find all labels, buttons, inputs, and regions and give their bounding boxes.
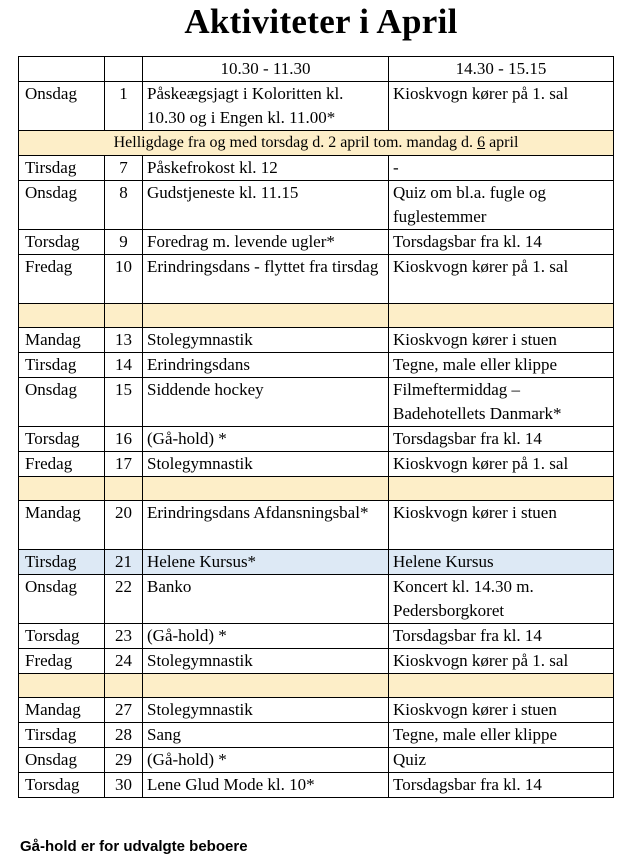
day-cell: Torsdag — [19, 773, 105, 798]
afternoon-cell: Torsdagsbar fra kl. 14 — [389, 624, 614, 649]
table-row — [19, 575, 614, 624]
table-row — [19, 181, 614, 230]
week-separator-row — [19, 477, 614, 501]
day-cell: Fredag — [19, 452, 105, 477]
table-row — [19, 501, 614, 550]
afternoon-cell: Torsdagsbar fra kl. 14 — [389, 230, 614, 255]
holiday-text-underlined: 6 — [477, 134, 486, 151]
separator-cell — [389, 477, 614, 501]
morning-cell: Påskeægsjagt i Koloritten kl. 10.30 og i Engen kl. 11.00* — [143, 82, 389, 131]
table-row — [19, 773, 614, 798]
separator-cell — [105, 674, 143, 698]
table-row — [19, 328, 614, 353]
day-cell: Mandag — [19, 698, 105, 723]
date-cell: 9 — [105, 230, 143, 255]
afternoon-cell: Kioskvogn kører på 1. sal — [389, 82, 614, 131]
afternoon-cell: Koncert kl. 14.30 m. Pedersborgkoret — [389, 575, 614, 624]
afternoon-cell: Tegne, male eller klippe — [389, 723, 614, 748]
table-row — [19, 156, 614, 181]
table-row — [19, 353, 614, 378]
date-cell: 8 — [105, 181, 143, 230]
separator-cell — [389, 304, 614, 328]
day-cell: Mandag — [19, 501, 105, 550]
day-cell: Onsdag — [19, 378, 105, 427]
day-cell: Torsdag — [19, 427, 105, 452]
afternoon-cell: Kioskvogn kører på 1. sal — [389, 255, 614, 304]
date-cell: 27 — [105, 698, 143, 723]
day-cell: Torsdag — [19, 624, 105, 649]
day-cell: Tirsdag — [19, 156, 105, 181]
afternoon-cell: Kioskvogn kører i stuen — [389, 698, 614, 723]
date-cell: 28 — [105, 723, 143, 748]
day-cell: Onsdag — [19, 748, 105, 773]
afternoon-cell: Kioskvogn kører i stuen — [389, 501, 614, 550]
day-cell: Onsdag — [19, 575, 105, 624]
date-cell: 14 — [105, 353, 143, 378]
morning-cell: Banko — [143, 575, 389, 624]
table-row — [19, 378, 614, 427]
morning-cell: Stolegymnastik — [143, 698, 389, 723]
table-row — [19, 452, 614, 477]
week-separator-row — [19, 674, 614, 698]
morning-cell: Stolegymnastik — [143, 649, 389, 674]
day-cell: Fredag — [19, 649, 105, 674]
morning-cell: Helene Kursus* — [143, 550, 389, 575]
table-row — [19, 723, 614, 748]
table-row — [19, 82, 614, 131]
date-cell: 15 — [105, 378, 143, 427]
header-num — [105, 57, 143, 82]
table-header-row — [19, 57, 614, 82]
afternoon-cell: Quiz om bl.a. fugle og fuglestemmer — [389, 181, 614, 230]
morning-cell: Påskefrokost kl. 12 — [143, 156, 389, 181]
schedule-table — [18, 56, 614, 798]
separator-cell — [19, 674, 105, 698]
day-cell: Fredag — [19, 255, 105, 304]
date-cell: 22 — [105, 575, 143, 624]
header-afternoon: 14.30 - 15.15 — [389, 57, 614, 82]
morning-cell: (Gå-hold) * — [143, 748, 389, 773]
separator-cell — [105, 304, 143, 328]
week-separator-row — [19, 304, 614, 328]
morning-cell: Sang — [143, 723, 389, 748]
afternoon-cell: Helene Kursus — [389, 550, 614, 575]
holiday-banner-row — [19, 131, 614, 156]
morning-cell: Stolegymnastik — [143, 328, 389, 353]
afternoon-cell: Torsdagsbar fra kl. 14 — [389, 773, 614, 798]
morning-cell: Erindringsdans Afdansningsbal* — [143, 501, 389, 550]
separator-cell — [389, 674, 614, 698]
holiday-text-after: april — [485, 134, 519, 151]
separator-cell — [143, 674, 389, 698]
page-title: Aktiviteter i April — [184, 2, 458, 41]
holiday-banner — [19, 131, 614, 156]
morning-cell: (Gå-hold) * — [143, 624, 389, 649]
day-cell: Onsdag — [19, 181, 105, 230]
day-cell: Tirsdag — [19, 723, 105, 748]
afternoon-cell: Kioskvogn kører i stuen — [389, 328, 614, 353]
afternoon-cell: Tegne, male eller klippe — [389, 353, 614, 378]
table-row — [19, 649, 614, 674]
table-row — [19, 427, 614, 452]
date-cell: 23 — [105, 624, 143, 649]
afternoon-cell: Kioskvogn kører på 1. sal — [389, 452, 614, 477]
table-row — [19, 624, 614, 649]
separator-cell — [143, 304, 389, 328]
morning-cell: Stolegymnastik — [143, 452, 389, 477]
date-cell: 24 — [105, 649, 143, 674]
date-cell: 17 — [105, 452, 143, 477]
day-cell: Mandag — [19, 328, 105, 353]
date-cell: 7 — [105, 156, 143, 181]
separator-cell — [19, 477, 105, 501]
afternoon-cell: - — [389, 156, 614, 181]
morning-cell: Erindringsdans - flyttet fra tirsdag — [143, 255, 389, 304]
separator-cell — [19, 304, 105, 328]
date-cell: 16 — [105, 427, 143, 452]
header-morning: 10.30 - 11.30 — [143, 57, 389, 82]
date-cell: 13 — [105, 328, 143, 353]
separator-cell — [143, 477, 389, 501]
date-cell: 1 — [105, 82, 143, 131]
day-cell: Onsdag — [19, 82, 105, 131]
table-row — [19, 255, 614, 304]
footnote: Gå-hold er for udvalgte beboere — [20, 838, 248, 855]
date-cell: 20 — [105, 501, 143, 550]
date-cell: 29 — [105, 748, 143, 773]
table-row — [19, 698, 614, 723]
morning-cell: Siddende hockey — [143, 378, 389, 427]
date-cell: 10 — [105, 255, 143, 304]
date-cell: 30 — [105, 773, 143, 798]
day-cell: Torsdag — [19, 230, 105, 255]
afternoon-cell: Filmeftermiddag – Badehotellets Danmark* — [389, 378, 614, 427]
morning-cell: Foredrag m. levende ugler* — [143, 230, 389, 255]
morning-cell: (Gå-hold) * — [143, 427, 389, 452]
date-cell: 21 — [105, 550, 143, 575]
morning-cell: Gudstjeneste kl. 11.15 — [143, 181, 389, 230]
afternoon-cell: Torsdagsbar fra kl. 14 — [389, 427, 614, 452]
morning-cell: Erindringsdans — [143, 353, 389, 378]
day-cell: Tirsdag — [19, 353, 105, 378]
header-day — [19, 57, 105, 82]
separator-cell — [105, 477, 143, 501]
table-row — [19, 748, 614, 773]
afternoon-cell: Kioskvogn kører på 1. sal — [389, 649, 614, 674]
afternoon-cell: Quiz — [389, 748, 614, 773]
day-cell: Tirsdag — [19, 550, 105, 575]
table-row — [19, 230, 614, 255]
table-row-highlighted — [19, 550, 614, 575]
holiday-text-before: Helligdage fra og med torsdag d. 2 april tom. mandag d. — [113, 134, 478, 151]
morning-cell: Lene Glud Mode kl. 10* — [143, 773, 389, 798]
